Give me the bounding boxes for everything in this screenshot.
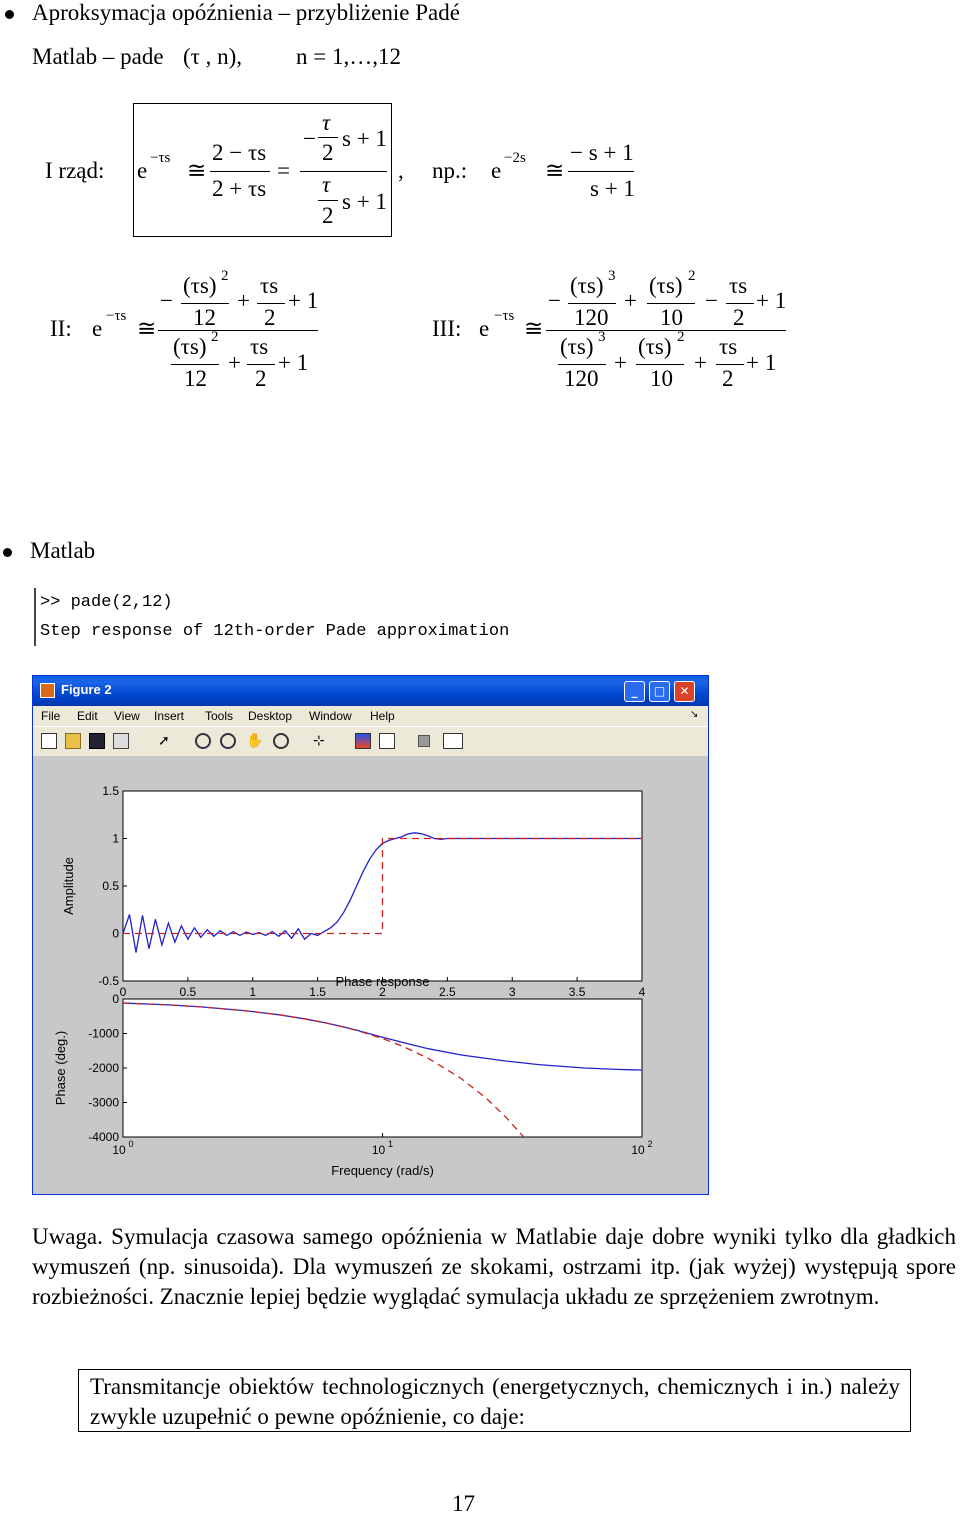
example-frac-bar [568, 171, 634, 172]
third-order-num-t2-den: 10 [660, 305, 683, 330]
show-plot-tools-icon[interactable] [443, 733, 463, 749]
menu-help[interactable]: Help [370, 709, 395, 723]
legend-icon[interactable] [379, 733, 395, 749]
x-axis-label: Frequency (rad/s) [331, 1163, 434, 1178]
x-tick-exponent: 1 [387, 1139, 394, 1149]
third-order-num-const: + 1 [756, 288, 787, 313]
first-order-lhs-exp: −τs [150, 150, 171, 166]
first-order-label: I rząd: [45, 158, 105, 183]
menu-edit[interactable]: Edit [77, 709, 98, 723]
third-order-num-t2-bar [647, 303, 695, 304]
second-order-den-const: + 1 [278, 350, 309, 375]
third-order-den-op1: + [614, 350, 627, 375]
third-order-num-op1: + [624, 288, 637, 313]
x-tick-label: 2.5 [439, 985, 456, 999]
third-order-num-t1-bar [568, 303, 616, 304]
second-order-lhs: e [92, 316, 103, 341]
zoom-in-icon[interactable] [195, 733, 211, 749]
first-order-frac1-num: 2 − τs [212, 140, 267, 165]
section-heading-pade: Aproksymacja opóźnienia – przybliżenie Padé [32, 0, 460, 25]
third-order-num-t2-num: (τs) [649, 273, 683, 298]
second-order-den-t1-bar [171, 364, 219, 365]
third-order-num-t2-exp: 2 [688, 268, 696, 284]
second-order-num-t2-num: τs [260, 273, 279, 298]
first-order-box [133, 103, 392, 237]
x-tick-label: 3.5 [568, 985, 586, 999]
third-order-lhs: e [479, 316, 490, 341]
matlab-pade-args: (τ , n), [183, 44, 243, 69]
third-order-den-t3-bar [716, 364, 744, 365]
x-tick-label: 0 [119, 985, 127, 999]
first-order-frac2-num-tau-bar [318, 137, 338, 138]
close-icon[interactable]: ✕ [674, 681, 695, 702]
figure-menubar [33, 706, 708, 726]
first-order-lhs: e [137, 158, 148, 183]
x-tick-label: 1.5 [309, 985, 326, 999]
second-order-den-t2-num: τs [250, 334, 269, 359]
second-order-num-t1-bar [181, 303, 229, 304]
figure-canvas [33, 756, 708, 1194]
save-icon[interactable] [89, 733, 105, 749]
third-order-den-t3-num: τs [719, 334, 738, 359]
third-order-den-const: + 1 [746, 350, 777, 375]
third-order-den-t2-den: 10 [650, 366, 673, 391]
second-order-approx: ≅ [137, 316, 157, 341]
first-order-frac2-minus: − [303, 126, 316, 151]
first-order-frac2-den-tau: τ [322, 172, 331, 197]
x-tick-exponent: 0 [128, 1139, 134, 1149]
matlab-pade-range: n = 1,…,12 [296, 44, 401, 69]
second-order-num-t2-den: 2 [264, 305, 276, 330]
x-tick-label: 10 [371, 1143, 386, 1157]
second-order-den-op1: + [228, 350, 241, 375]
example-num: − s + 1 [570, 140, 634, 165]
code-output: Step response of 12th-order Pade approximation [40, 622, 510, 641]
figure-plot-area [33, 756, 708, 1194]
figure-window [32, 675, 709, 1195]
section-heading-matlab: Matlab [30, 538, 96, 563]
third-order-num-t3-den: 2 [733, 305, 745, 330]
example-approx: ≅ [545, 158, 565, 183]
y-tick-label: -1000 [88, 1026, 119, 1041]
pan-icon[interactable]: ✋ [246, 734, 264, 749]
x-tick-label: 2 [379, 985, 386, 999]
y-axis-label: Phase (deg.) [53, 1030, 68, 1106]
bullet-1 [5, 10, 14, 19]
third-order-main-bar [546, 330, 786, 331]
figure-titlebar[interactable] [33, 676, 708, 706]
menu-view[interactable]: View [114, 709, 140, 723]
second-order-main-bar [158, 330, 318, 331]
y-tick-label: 0 [112, 992, 119, 1006]
second-order-num-t1-exp: 2 [221, 268, 229, 284]
menu-dock-arrow-icon[interactable]: ↘ [690, 709, 699, 720]
maximize-icon[interactable]: □ [649, 681, 670, 702]
third-order-approx: ≅ [524, 316, 544, 341]
x-tick-label: 10 [631, 1143, 645, 1157]
boxed-note [78, 1369, 911, 1432]
boxed-note-text: Transmitancje obiektów technologicznych (energetycznych, chemicznych i in.) należy zwykle uzupełnić o pewne opóźnienie, co daje: [90, 1374, 900, 1429]
second-order-label: II: [50, 316, 72, 341]
plot-title: Phase response [335, 974, 430, 989]
y-tick-label: -0.5 [98, 974, 119, 988]
third-order-den-t2-bar [636, 364, 684, 365]
third-order-num-t3-num: τs [729, 273, 748, 298]
colorbar-icon[interactable] [355, 733, 371, 749]
new-file-icon[interactable] [41, 733, 57, 749]
first-order-frac2-den-2: 2 [322, 203, 334, 228]
matlab-figure-icon [40, 683, 55, 698]
x-tick-label: 1 [249, 985, 257, 999]
first-order-frac2-num-rest: s + 1 [342, 126, 387, 151]
x-tick-label: 4 [638, 985, 646, 999]
second-order-num-t1-den: 12 [193, 305, 216, 330]
y-tick-label: 0.5 [102, 879, 119, 893]
menu-insert[interactable]: Insert [154, 709, 185, 723]
minimize-icon[interactable]: _ [624, 681, 645, 702]
first-order-frac1-den: 2 + τs [212, 176, 267, 201]
second-order-num-t1-num: (τs) [183, 273, 217, 298]
page-number: 17 [452, 1491, 475, 1516]
third-order-num-op2: − [705, 288, 718, 313]
figure-toolbar [33, 726, 708, 755]
print-icon[interactable] [113, 733, 129, 749]
y-tick-label: -4000 [88, 1130, 119, 1144]
open-folder-icon[interactable] [65, 733, 81, 749]
y-tick-label: 1.5 [102, 784, 119, 798]
plot-background [123, 999, 642, 1137]
rotate-icon[interactable] [273, 733, 289, 749]
menu-window[interactable]: Window [309, 709, 352, 723]
hide-plot-tools-icon[interactable] [418, 735, 430, 747]
first-order-frac2-num-tau: τ [322, 110, 331, 135]
first-order-frac2-num-2: 2 [322, 140, 334, 165]
first-order-eq: = [277, 158, 290, 183]
x-tick-label: 0.5 [179, 985, 197, 999]
second-order-den-t1-num: (τs) [173, 334, 207, 359]
first-order-frac2-bar [300, 171, 387, 172]
code-left-rule [34, 588, 36, 646]
zoom-out-icon[interactable] [220, 733, 236, 749]
data-cursor-icon[interactable]: ⊹ [313, 734, 325, 749]
first-order-frac1-bar [210, 171, 270, 172]
menu-file[interactable]: File [41, 709, 61, 723]
third-order-num-t1-num: (τs) [570, 273, 604, 298]
matlab-pade-prefix: Matlab – pade [32, 44, 164, 69]
example-den: s + 1 [590, 176, 635, 201]
first-order-frac2-den-rest: s + 1 [342, 189, 387, 214]
y-tick-label: 1 [112, 831, 119, 846]
third-order-num-t1-den: 120 [574, 305, 609, 330]
phase-response-plot [53, 974, 653, 1178]
bullet-2 [3, 548, 12, 557]
y-tick-label: -2000 [88, 1061, 119, 1075]
second-order-den-t2-bar [247, 364, 275, 365]
second-order-num-const: + 1 [288, 288, 319, 313]
third-order-den-op2: + [694, 350, 707, 375]
example-lhs-exp: −2s [504, 150, 526, 166]
first-order-approx: ≅ [187, 158, 207, 183]
third-order-den-t2-exp: 2 [677, 329, 685, 345]
menu-tools[interactable]: Tools [205, 709, 234, 723]
pointer-icon[interactable]: ➚ [158, 734, 170, 749]
x-tick-exponent: 2 [647, 1139, 653, 1149]
second-order-den-t2-den: 2 [255, 366, 267, 391]
third-order-den-t1-den: 120 [564, 366, 599, 391]
code-command: >> pade(2,12) [40, 593, 173, 612]
third-order-den-t1-num: (τs) [560, 334, 594, 359]
first-order-frac2-den-tau-bar [318, 200, 338, 201]
menu-desktop[interactable]: Desktop [248, 709, 293, 723]
third-order-den-t2-num: (τs) [638, 334, 672, 359]
y-tick-label: -3000 [88, 1095, 119, 1110]
third-order-num-t3-bar [726, 303, 754, 304]
second-order-num-minus: − [160, 288, 173, 313]
y-axis-label: Amplitude [61, 857, 76, 915]
figure-title: Figure 2 [61, 682, 112, 697]
example-label: np.: [432, 158, 468, 183]
third-order-num-minus: − [548, 288, 561, 313]
x-tick-label: 3 [508, 985, 516, 999]
example-lhs: e [491, 158, 502, 183]
first-order-comma: , [398, 158, 404, 183]
third-order-den-t1-exp: 3 [598, 329, 606, 345]
second-order-num-t2-bar [257, 303, 285, 304]
second-order-lhs-exp: −τs [106, 308, 127, 324]
second-order-num-op1: + [237, 288, 250, 313]
third-order-den-t3-den: 2 [722, 366, 734, 391]
third-order-lhs-exp: −τs [494, 308, 515, 324]
second-order-den-t1-den: 12 [184, 366, 207, 391]
third-order-label: III: [432, 316, 462, 341]
third-order-num-t1-exp: 3 [608, 268, 616, 284]
second-order-den-t1-exp: 2 [211, 329, 219, 345]
x-tick-label: 10 [112, 1143, 126, 1157]
y-tick-label: 0 [112, 926, 119, 941]
note-paragraph: Uwaga. Symulacja czasowa samego opóźnienia w Matlabie daje dobre wyniki tylko dla gładkich wymuszeń (np. sinusoida). Dla wymuszeń ze skokami, ostrzami itp. (jak wyżej) występują spore rozbieżności. Znacznie lepiej będzie wyglądać symulacja układu ze sprzężeniem zwrotnym. [32, 1224, 956, 1309]
third-order-den-t1-bar [558, 364, 606, 365]
